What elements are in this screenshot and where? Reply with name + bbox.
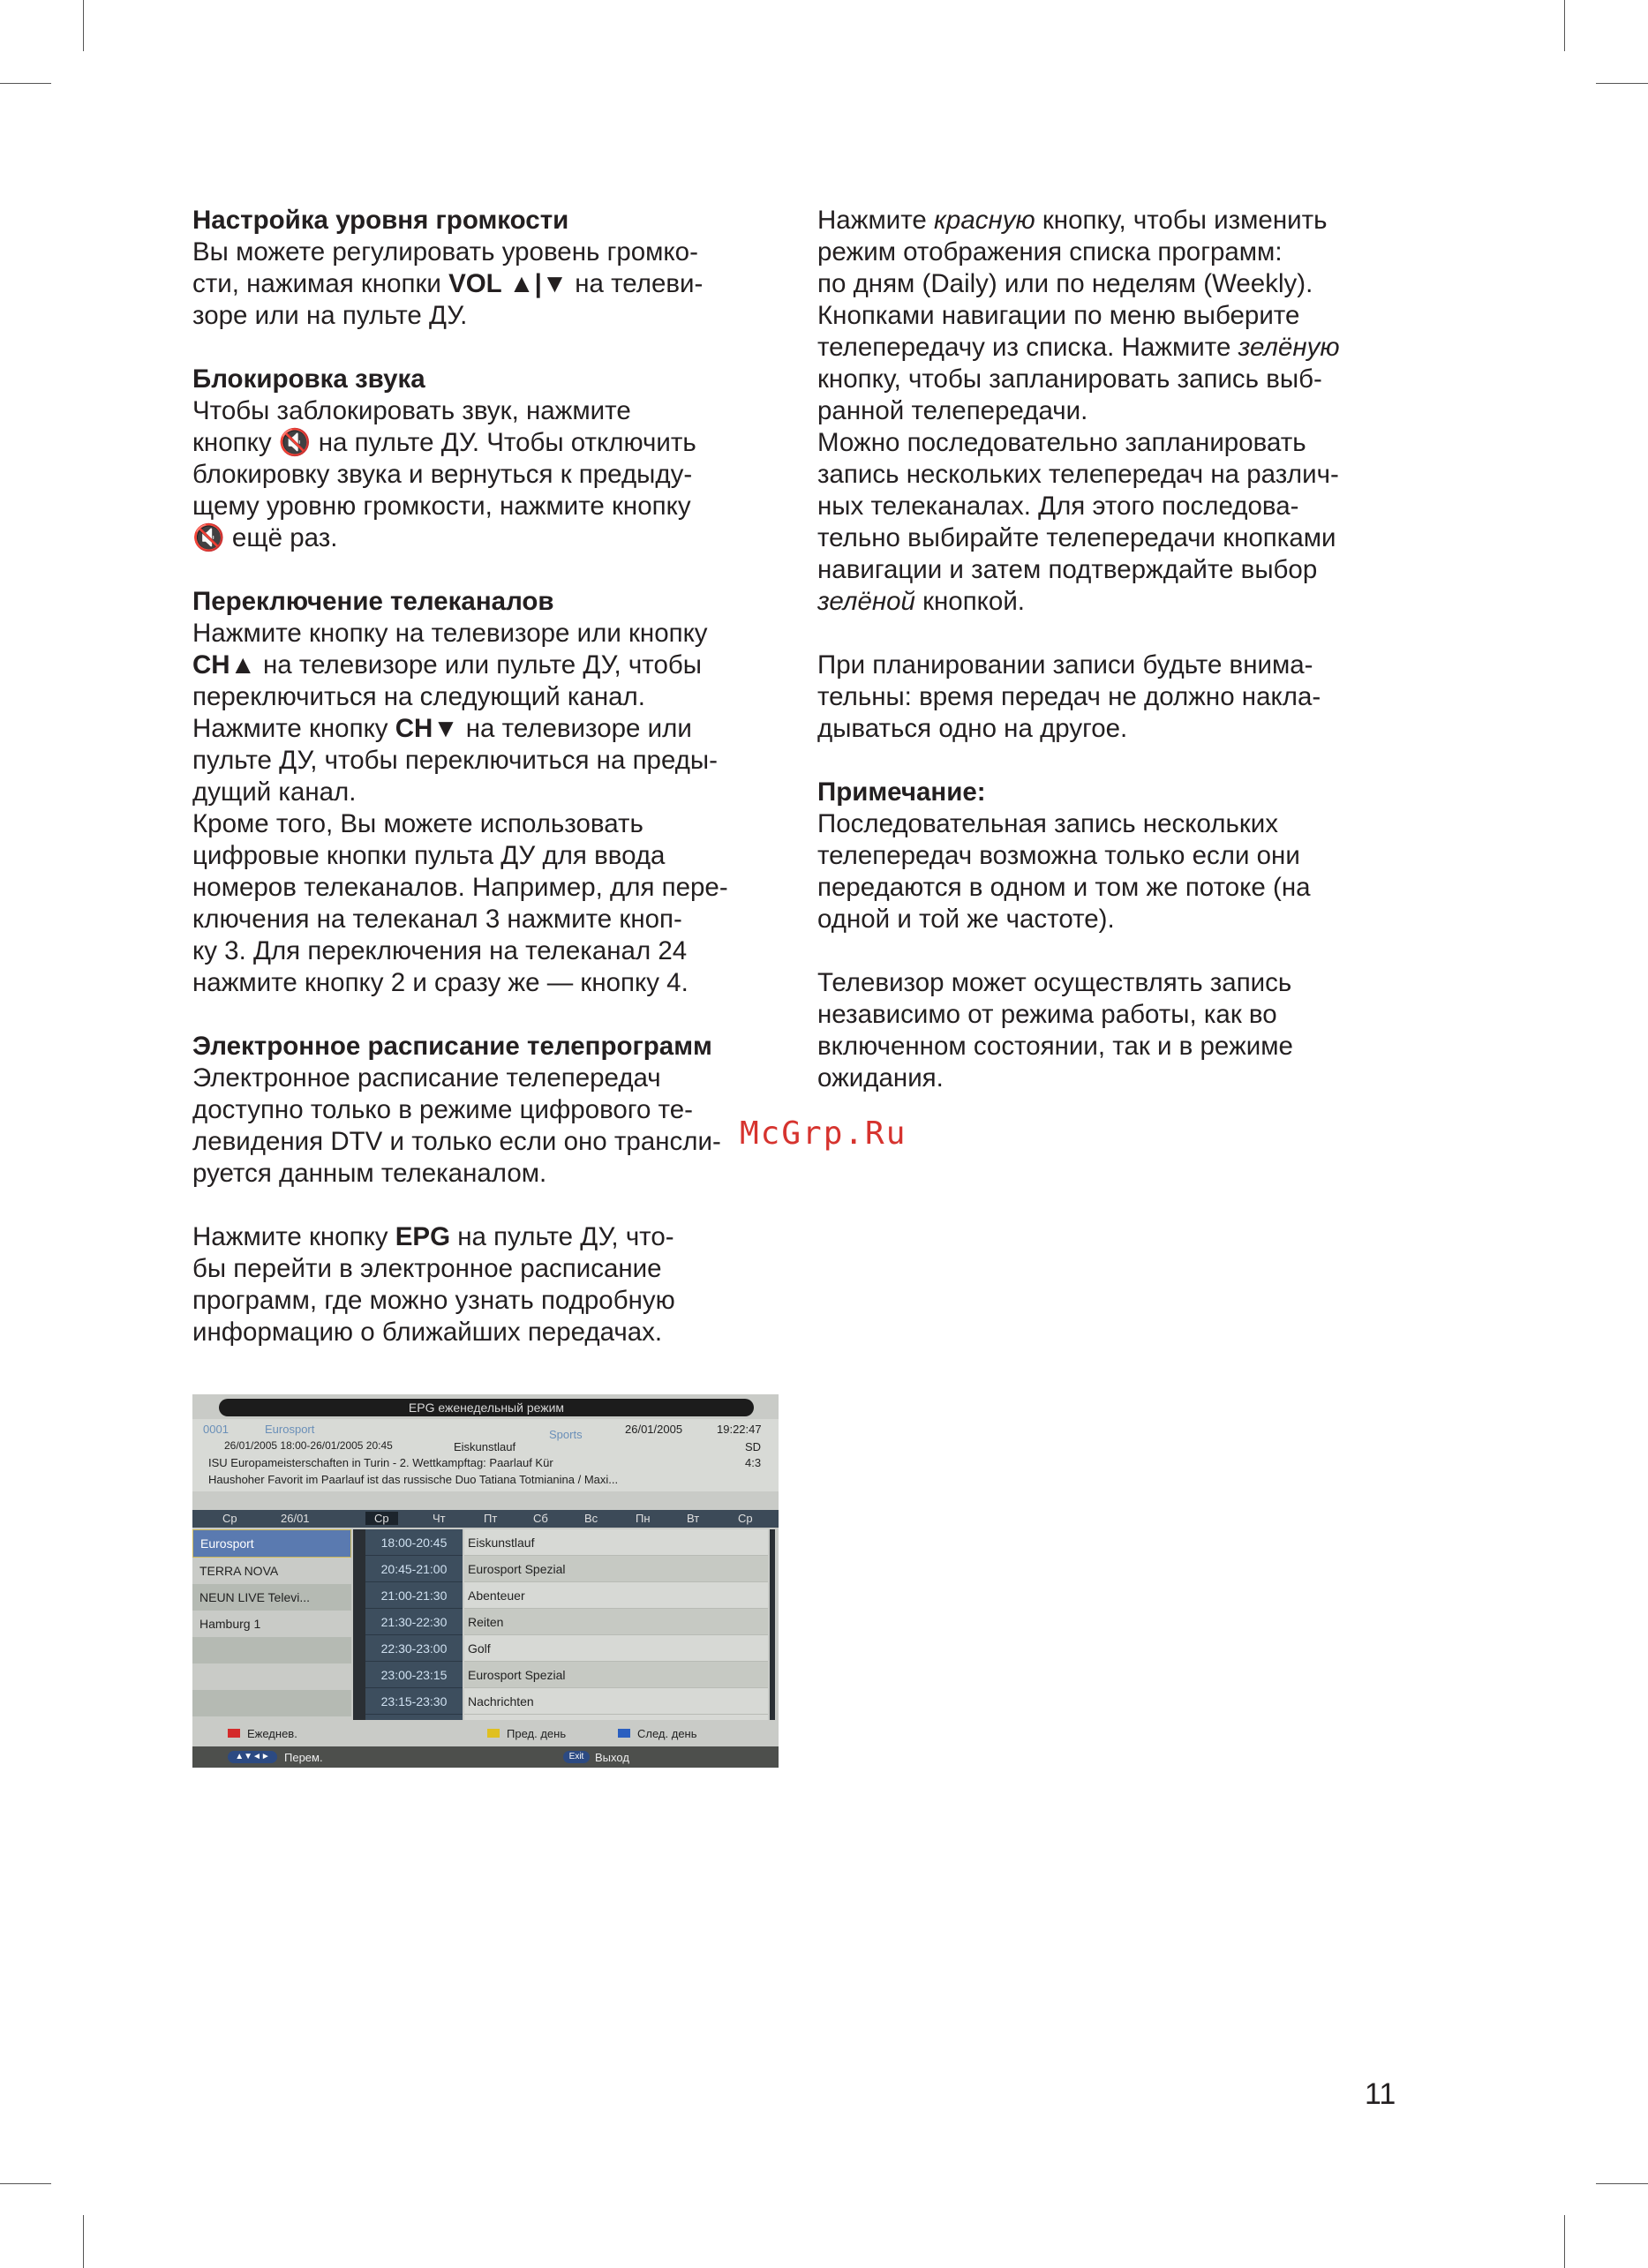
epg-aspect: 4:3 [745,1456,762,1469]
text-fragment: Нажмите кнопку [192,714,395,743]
text-line: номеров телеканалов. Например, для пере- [192,873,728,902]
text-line: доступно только в режиме цифрового те- [192,1095,693,1124]
epg-legend [192,1720,779,1746]
text-line: дущий канал. [192,777,357,807]
red-key-icon [228,1729,240,1738]
epg-time-slot: 21:00-21:30 [365,1582,463,1609]
epg-day-tab[interactable]: Вт [687,1512,700,1525]
right-column [817,205,1435,1126]
epg-description-2: Haushoher Favorit im Paarlauf ist das russische Duo Tatiana Totmianina / Maxi... [208,1473,619,1486]
text-line: Вы можете регулировать уровень громко- [192,237,698,267]
text-line: Последовательная запись нескольких [817,809,1278,838]
epg-time-column [365,1529,463,1720]
standby-paragraph [817,967,1435,1094]
overlap-paragraph [817,650,1435,745]
crop-mark [83,2215,84,2268]
ch-up-key-label: CH▲ [192,650,256,680]
text-line: навигации и затем подтверждайте выбор [817,555,1318,584]
text-line: 🔇 ещё раз. [192,523,338,552]
epg-current-date: 26/01 [281,1512,310,1525]
epg-day-tab[interactable]: Пт [484,1512,498,1525]
left-column [192,205,784,1380]
crop-mark [83,0,84,51]
text-fragment: на пульте ДУ, что- [450,1222,674,1251]
crop-mark [0,83,51,84]
epg-info-panel [192,1419,779,1491]
epg-time-slot: 20:45-21:00 [365,1556,463,1582]
note-heading: Примечание: [817,777,986,807]
crop-mark [1596,83,1648,84]
epg-channel-list [192,1529,351,1720]
mute-section [192,364,784,554]
vol-key-label: VOL ▲|▼ [448,269,568,298]
epg-current-day: Ср [222,1512,237,1525]
text-line: ключения на телеканал 3 нажмите кноп- [192,905,682,934]
text-line: зоре или на пульте ДУ. [192,301,468,330]
ch-down-key-label: CH▼ [395,714,459,743]
emphasis: зелёную [1238,333,1340,362]
epg-day-tab[interactable]: Вс [584,1512,598,1525]
text-line: программ, где можно узнать подробную [192,1286,675,1315]
text-fragment: Нажмите [817,206,934,235]
exit-key-icon: Exit [563,1751,590,1763]
epg-day-tab[interactable]: Ср [738,1512,753,1525]
text-line: Кнопками навигации по меню выберите [817,301,1300,330]
crop-mark [1564,0,1565,51]
text-fragment: телепередачу из списка. Нажмите [817,333,1238,362]
epg-footer [192,1746,779,1768]
text-line: включенном состоянии, так и в режиме [817,1032,1293,1061]
epg-day-bar [192,1510,779,1528]
text-line [192,268,784,300]
note-section [817,777,1435,935]
text-line: нажмите кнопку 2 и сразу же — кнопку 4. [192,968,689,997]
epg-day-tab[interactable]: Сб [533,1512,548,1525]
epg-key-label: EPG [395,1222,451,1251]
text-line: левидения DTV и только если оно трансли- [192,1127,721,1156]
epg-description-1: ISU Europameisterschaften in Turin - 2. Wettkampftag: Paarlauf Kür [208,1456,553,1469]
epg-day-tab[interactable]: Ср [365,1512,398,1525]
text-line: независимо от режима работы, как во [817,1000,1277,1029]
epg-program-item[interactable]: Golf [464,1635,768,1662]
epg-program-item[interactable]: Abenteuer [464,1582,768,1609]
text-line: Кроме того, Вы можете использовать [192,809,643,838]
epg-format: SD [745,1440,762,1453]
epg-screenshot [192,1394,779,1768]
crop-mark [1564,2215,1565,2268]
text-line: Можно последовательно запланировать [817,428,1306,457]
epg-gutter [353,1529,365,1720]
text-line: ранной телепередачи. [817,396,1088,425]
epg-program-item[interactable]: Eiskunstlauf [464,1529,768,1556]
epg-title: EPG еженедельный режим [219,1399,754,1416]
text-line: Чтобы заблокировать звук, нажмите [192,396,631,425]
text-line: по дням (Daily) или по неделям (Weekly). [817,269,1313,298]
text-line: ку 3. Для переключения на телеканал 24 [192,936,688,965]
epg-time-slot: 21:30-22:30 [365,1609,463,1635]
text-line [192,713,784,745]
red-green-paragraph [817,205,1435,618]
channels-section [192,586,784,999]
epg-channel-empty [192,1637,351,1663]
crop-mark [1596,2183,1648,2184]
emphasis: зелёной [817,587,915,616]
blue-key-icon [618,1729,630,1738]
text-line: дываться одно на другое. [817,714,1128,743]
text-line [817,205,1435,237]
nav-keys-icon: ▲▼◄► [228,1751,277,1763]
text-line: бы перейти в электронное расписание [192,1254,662,1283]
exit-label: Выход [595,1751,629,1764]
text-line: передаются в одном и том же потоке (на [817,873,1311,902]
text-line: Электронное расписание телепередач [192,1063,661,1093]
epg-genre: Sports [549,1428,583,1441]
epg-time-slot: 22:30-23:00 [365,1635,463,1662]
crop-mark [0,2183,51,2184]
text-fragment: на телеви- [568,269,704,298]
text-line: информацию о ближайших передачах. [192,1318,663,1347]
epg-time-slot: 18:00-20:45 [365,1529,463,1556]
epg-channel-item[interactable]: TERRA NOVA [199,1564,279,1578]
text-line: переключиться на следующий канал. [192,682,645,711]
watermark: McGrp.Ru [740,1115,907,1152]
epg-channel-empty [192,1663,351,1690]
page-number: 11 [1365,2077,1396,2111]
epg-channel-empty [192,1690,351,1716]
text-line: режим отображения списка программ: [817,237,1283,267]
epg-time-slot: 23:00-23:15 [365,1662,463,1688]
epg-clock: 19:22:47 [717,1423,762,1436]
epg-program-item[interactable]: Reiten [464,1609,768,1635]
epg-program-column [464,1529,768,1720]
text-line [192,650,784,681]
epg-channel-number: 0001 [203,1423,229,1436]
yellow-key-icon [487,1729,500,1738]
epg-section [192,1031,784,1190]
volume-section [192,205,784,332]
text-fragment: на телевизоре или пульте ДУ, чтобы [255,650,702,680]
text-line: кнопку 🔇 на пульте ДУ. Чтобы отключить [192,428,696,457]
text-line: Нажмите кнопку на телевизоре или кнопку [192,619,708,648]
text-line: пульте ДУ, чтобы переключиться на преды- [192,746,718,775]
text-line: тельны: время передач не должно накла- [817,682,1321,711]
nav-label: Перем. [284,1751,323,1764]
epg-program-item[interactable]: Eurosport Spezial [464,1662,768,1688]
epg-channel-item[interactable]: Hamburg 1 [199,1617,261,1631]
epg-heading: Электронное расписание телепрограмм [192,1032,712,1061]
epg-channel-name: Eurosport [265,1423,315,1436]
text-line: кнопку, чтобы запланировать запись выб- [817,364,1322,394]
text-line: телепередач возможна только если они [817,841,1300,870]
text-fragment: на телевизоре или [458,714,692,743]
epg-event-title: Eiskunstlauf [454,1440,516,1453]
epg-program-item[interactable]: Eurosport Spezial [464,1556,768,1582]
epg-scrollbar[interactable] [770,1529,775,1720]
text-line: одной и той же частоте). [817,905,1115,934]
text-line: При планировании записи будьте внима- [817,650,1313,680]
volume-heading: Настройка уровня громкости [192,206,569,235]
epg-event-time: 26/01/2005 18:00-26/01/2005 20:45 [224,1439,393,1452]
text-line: тельно выбирайте телепередачи кнопками [817,523,1336,552]
text-line: ожидания. [817,1063,944,1093]
emphasis: красную [934,206,1035,235]
epg-day-tab[interactable]: Чт [433,1512,446,1525]
text-fragment: кнопкой. [914,587,1025,616]
text-line: Телевизор может осуществлять запись [817,968,1292,997]
text-fragment: сти, нажимая кнопки [192,269,449,298]
epg-day-tab[interactable]: Пн [636,1512,651,1525]
epg-press-paragraph [192,1221,784,1348]
text-line [817,586,1435,618]
text-line: щему уровню громкости, нажмите кнопку [192,492,691,521]
legend-blue-label: След. день [637,1727,697,1740]
text-line: ных телеканалах. Для этого последова- [817,492,1299,521]
channels-heading: Переключение телеканалов [192,587,554,616]
text-line [817,332,1435,364]
text-line: цифровые кнопки пульта ДУ для ввода [192,841,666,870]
mute-heading: Блокировка звука [192,364,425,394]
text-line: руется данным телеканалом. [192,1159,547,1188]
text-line [192,1221,784,1253]
text-fragment: кнопку, чтобы изменить [1035,206,1328,235]
legend-red-label: Ежеднев. [247,1727,297,1740]
text-line: запись нескольких телепередач на различ- [817,460,1339,489]
legend-yellow-label: Пред. день [507,1727,567,1740]
text-fragment: Нажмите кнопку [192,1222,395,1251]
epg-program-item[interactable]: Nachrichten [464,1688,768,1715]
epg-time-slot: 23:15-23:30 [365,1688,463,1715]
epg-channel-item[interactable]: NEUN LIVE Televi... [192,1584,351,1611]
epg-date: 26/01/2005 [625,1423,683,1436]
epg-channel-item[interactable]: Eurosport [192,1529,351,1558]
text-line: блокировку звука и вернуться к предыду- [192,460,693,489]
